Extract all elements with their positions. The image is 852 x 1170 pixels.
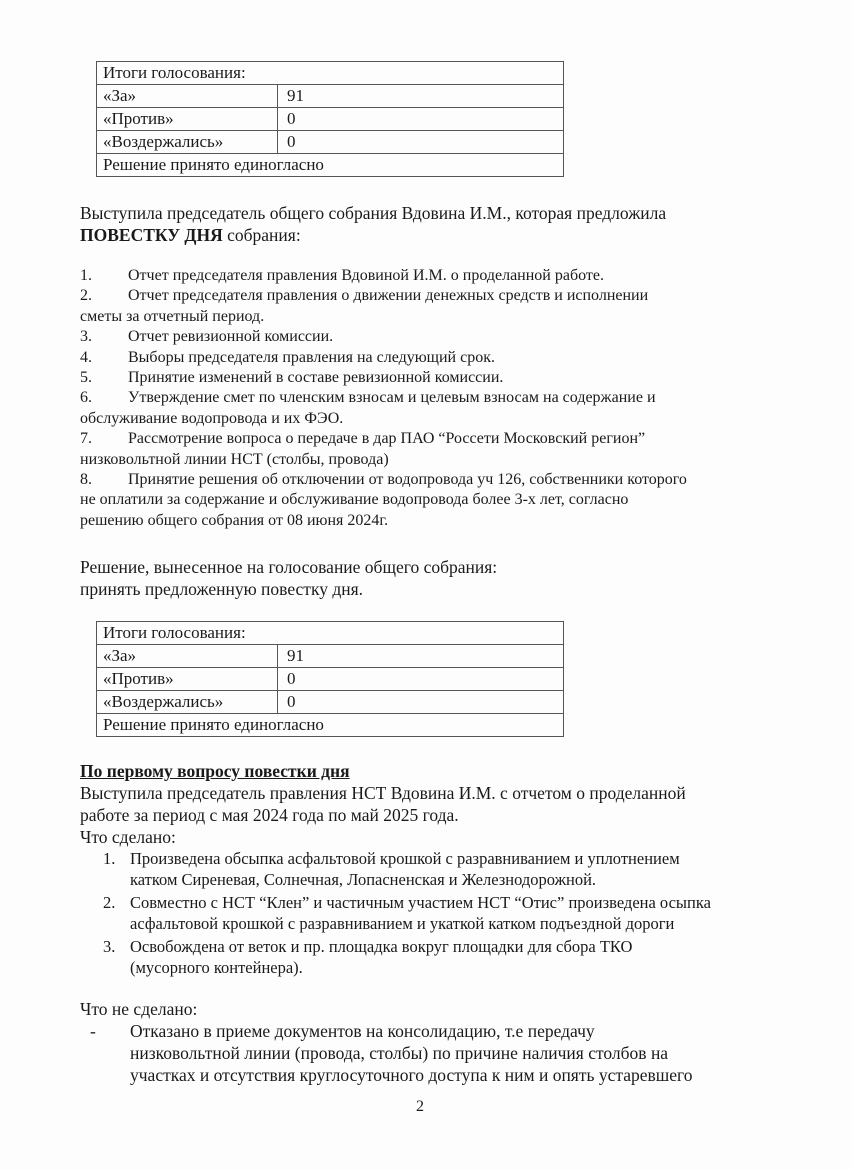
list-item bbox=[103, 936, 773, 978]
list-text-cont: (мусорного контейнера). bbox=[130, 958, 303, 977]
vote-label-abstained: «Воздержались» bbox=[97, 131, 278, 154]
section-text: Выступила председатель правления НСТ Вдовина И.М. с отчетом о проделанной bbox=[80, 783, 686, 803]
vote-value-for: 91 bbox=[278, 645, 564, 668]
not-done-list bbox=[90, 1020, 770, 1086]
list-number: 2. bbox=[103, 893, 116, 912]
list-item bbox=[103, 848, 773, 890]
agenda-number: 8. bbox=[80, 471, 92, 489]
agenda-number: 3. bbox=[80, 328, 92, 346]
agenda-bold-label: ПОВЕСТКУ ДНЯ bbox=[80, 225, 223, 245]
agenda-text-cont: сметы за отчетный период. bbox=[80, 307, 265, 325]
vote-label-abstained: «Воздержались» bbox=[97, 691, 278, 714]
done-label: Что сделано: bbox=[80, 827, 176, 847]
intro-paragraph bbox=[80, 202, 666, 246]
agenda-text: Отчет председателя правления о движении денежных средств и исполнении bbox=[128, 287, 649, 305]
list-item bbox=[80, 286, 770, 327]
agenda-number: 6. bbox=[80, 389, 92, 407]
section-heading: По первому вопросу повестки дня bbox=[80, 761, 350, 781]
vote-value-abstained: 0 bbox=[278, 691, 564, 714]
agenda-number: 4. bbox=[80, 348, 92, 366]
agenda-text: Принятие решения об отключении от водопровода уч 126, собственники которого bbox=[128, 471, 687, 489]
vote-label-for: «За» bbox=[97, 85, 278, 108]
list-text: Совместно с НСТ “Клен” и частичным участием НСТ “Отис” произведена осыпка bbox=[130, 893, 711, 912]
table-row bbox=[97, 645, 564, 668]
list-text: Отказано в приеме документов на консолидацию, т.е передачу bbox=[130, 1021, 595, 1041]
decision-line: Решение, вынесенное на голосование общего собрания: bbox=[80, 557, 498, 577]
decision-paragraph bbox=[80, 556, 497, 600]
agenda-text-cont: обслуживание водопровода и их ФЭО. bbox=[80, 409, 344, 427]
vote-label-against: «Против» bbox=[97, 108, 278, 131]
list-item bbox=[80, 470, 770, 531]
vote-label-for: «За» bbox=[97, 645, 278, 668]
table-row bbox=[97, 108, 564, 131]
agenda-text: Отчет председателя правления Вдовиной И.М. о проделанной работе. bbox=[128, 267, 604, 284]
agenda-text-cont: решению общего собрания от 08 июня 2024г. bbox=[80, 511, 389, 529]
vote-results-table-1 bbox=[96, 61, 564, 177]
list-item bbox=[80, 327, 770, 347]
not-done-label: Что не сделано: bbox=[80, 999, 198, 1019]
agenda-text: Отчет ревизионной комиссии. bbox=[128, 328, 334, 346]
list-item bbox=[80, 348, 770, 368]
page-number: 2 bbox=[416, 1098, 424, 1115]
list-text-cont: участках и отсутствия круглосуточного доступа к ним и опять устаревшего bbox=[130, 1065, 693, 1085]
table-row bbox=[97, 85, 564, 108]
agenda-text-cont: низковольтной линии НСТ (столбы, провода) bbox=[80, 450, 389, 468]
vote-table-footer: Решение принято единогласно bbox=[97, 714, 564, 737]
intro-line: Выступила председатель общего собрания Вдовина И.М., которая предложила bbox=[80, 203, 667, 223]
vote-value-against: 0 bbox=[278, 668, 564, 691]
vote-table-footer: Решение принято единогласно bbox=[97, 154, 564, 177]
list-item bbox=[103, 892, 773, 934]
agenda-number: 1. bbox=[80, 267, 92, 284]
agenda-number: 5. bbox=[80, 369, 92, 387]
done-list bbox=[103, 848, 773, 980]
dash-marker: - bbox=[90, 1021, 96, 1041]
vote-value-abstained: 0 bbox=[278, 131, 564, 154]
vote-results-table-2 bbox=[96, 621, 564, 737]
vote-table-header: Итоги голосования: bbox=[97, 62, 564, 85]
list-item bbox=[80, 388, 770, 429]
vote-table-header: Итоги голосования: bbox=[97, 622, 564, 645]
table-row bbox=[97, 131, 564, 154]
agenda-text: Принятие изменений в составе ревизионной комиссии. bbox=[128, 369, 504, 387]
agenda-text: Утверждение смет по членским взносам и целевым взносам на содержание и bbox=[128, 389, 656, 407]
agenda-text: Рассмотрение вопроса о передаче в дар ПАО “Россети Московский регион” bbox=[128, 430, 646, 448]
vote-value-against: 0 bbox=[278, 108, 564, 131]
first-question-section bbox=[80, 760, 780, 848]
list-text: Освобождена от веток и пр. площадка вокруг площадки для сбора ТКО bbox=[130, 937, 633, 956]
list-text: Произведена обсыпка асфальтовой крошкой с разравниванием и уплотнением bbox=[130, 849, 680, 868]
table-row bbox=[97, 691, 564, 714]
list-item bbox=[80, 429, 770, 470]
list-text-cont: асфальтовой крошкой с разравниванием и укаткой катком подъездной дороги bbox=[130, 914, 675, 933]
agenda-text-cont: не оплатили за содержание и обслуживание водопровода более 3-х лет, согласно bbox=[80, 491, 629, 509]
agenda-list bbox=[80, 266, 770, 531]
vote-label-against: «Против» bbox=[97, 668, 278, 691]
table-row bbox=[97, 668, 564, 691]
agenda-number: 7. bbox=[80, 430, 92, 448]
list-item bbox=[80, 266, 770, 286]
section-text: работе за период с мая 2024 года по май 2025 года. bbox=[80, 805, 459, 825]
list-text-cont: катком Сиреневая, Солнечная, Лопасненская и Железнодорожной. bbox=[130, 870, 597, 889]
intro-rest: собрания: bbox=[222, 225, 301, 245]
vote-value-for: 91 bbox=[278, 85, 564, 108]
decision-line: принять предложенную повестку дня. bbox=[80, 579, 364, 599]
list-number: 3. bbox=[103, 937, 116, 956]
list-text-cont: низковольтной линии (провода, столбы) по причине наличия столбов на bbox=[130, 1043, 669, 1063]
agenda-text: Выборы председателя правления на следующий срок. bbox=[128, 348, 495, 366]
list-number: 1. bbox=[103, 849, 116, 868]
list-item bbox=[80, 368, 770, 388]
agenda-number: 2. bbox=[80, 287, 92, 305]
